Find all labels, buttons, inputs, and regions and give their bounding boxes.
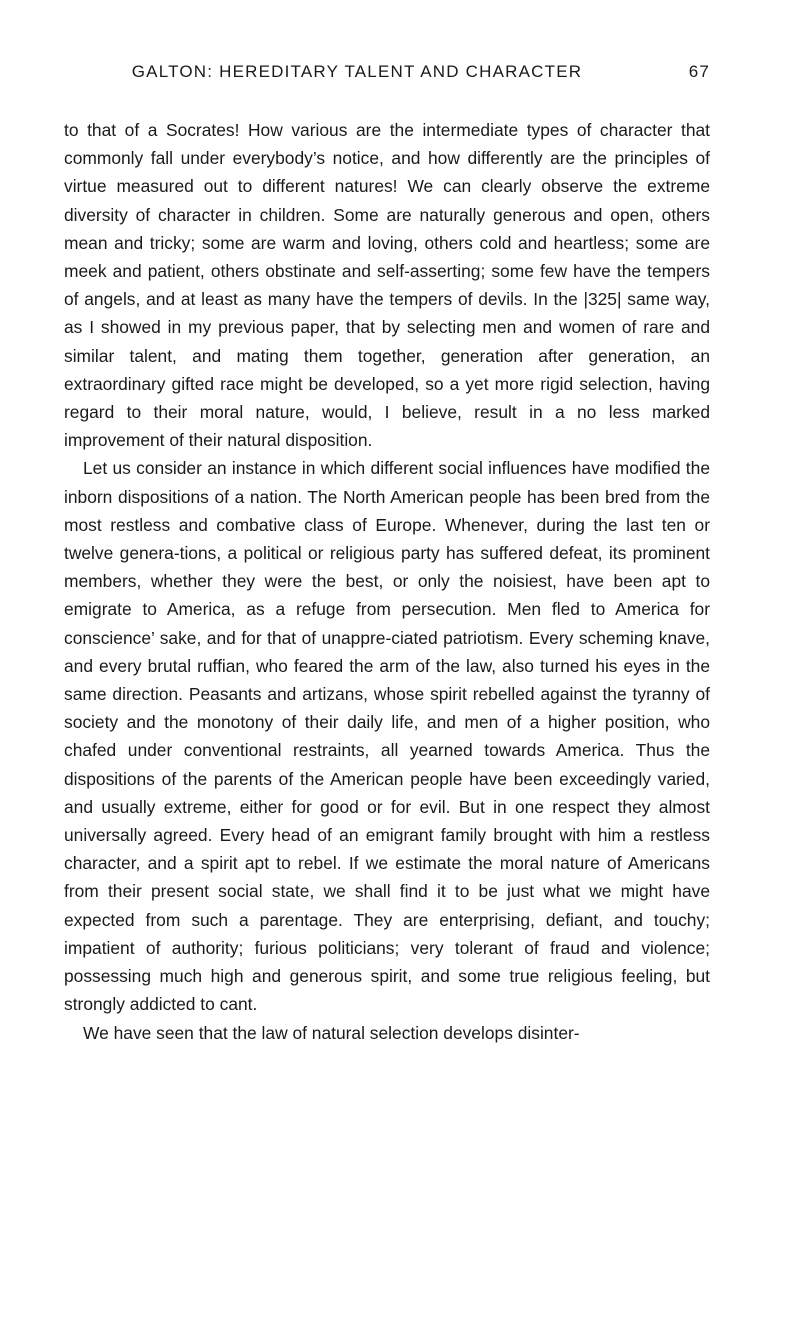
page-number: 67 (688, 62, 710, 81)
book-page (64, 62, 710, 1047)
paragraph-natural-selection: We have seen that the law of natural selection develops disinter- (83, 1022, 580, 1043)
paragraph-continued: to that of a Socrates! How various are the intermediate types of character that commonly fall under everybody’s notice, and how differently are the principles of virtue measured out to different natures! We can clearly observe the extreme diversity of character in children. Some are naturally generous and open, others mean and tricky; some are warm and loving, others cold and heartless; some are meek and patient, others obstinate and self-asserting; some few have the tempers of angels, and at least as many have the tempers of devils. In the |325| same way, as I showed in my previous paper, that by selecting men and women of rare and similar talent, and mating them together, generation after generation, an extraordinary gifted race might be developed, so a yet more rigid selection, having regard to their moral nature, would, I believe, result in a no less marked improvement of their natural disposition. (64, 120, 710, 451)
body-text (64, 116, 710, 1047)
paragraph-north-american: Let us consider an instance in which different social influences have modified the inborn dispositions of a nation. The North American people has been bred from the most restless and combative class of Europe. Whenever, during the last ten or twelve genera-tions, a political or religious party has suffered defeat, its prominent members, whether they were the best, or only the noisiest, have been apt to emigrate to America, as a refuge from persecution. Men fled to America for conscience’ sake, and for that of unappre-ciated patriotism. Every scheming knave, and every brutal ruffian, who feared the arm of the law, also turned his eyes in the same direction. Peasants and artizans, whose spirit rebelled against the tyranny of society and the monotony of their daily life, and men of a higher position, who chafed under conventional restraints, all yearned towards America. Thus the dispositions of the parents of the American people have been exceedingly varied, and usually extreme, either for good or for evil. But in one respect they almost universally agreed. Every head of an emigrant family brought with him a restless character, and a spirit apt to rebel. If we estimate the moral nature of Americans from their present social state, we shall find it to be just what we might have expected from such a parentage. They are enterprising, defiant, and touchy; impatient of authority; furious politicians; very tolerant of fraud and violence; possessing much high and generous spirit, and some true religious feeling, but strongly addicted to cant. (64, 458, 710, 1015)
running-head (64, 62, 710, 92)
running-head-title: GALTON: HEREDITARY TALENT AND CHARACTER (131, 62, 583, 81)
